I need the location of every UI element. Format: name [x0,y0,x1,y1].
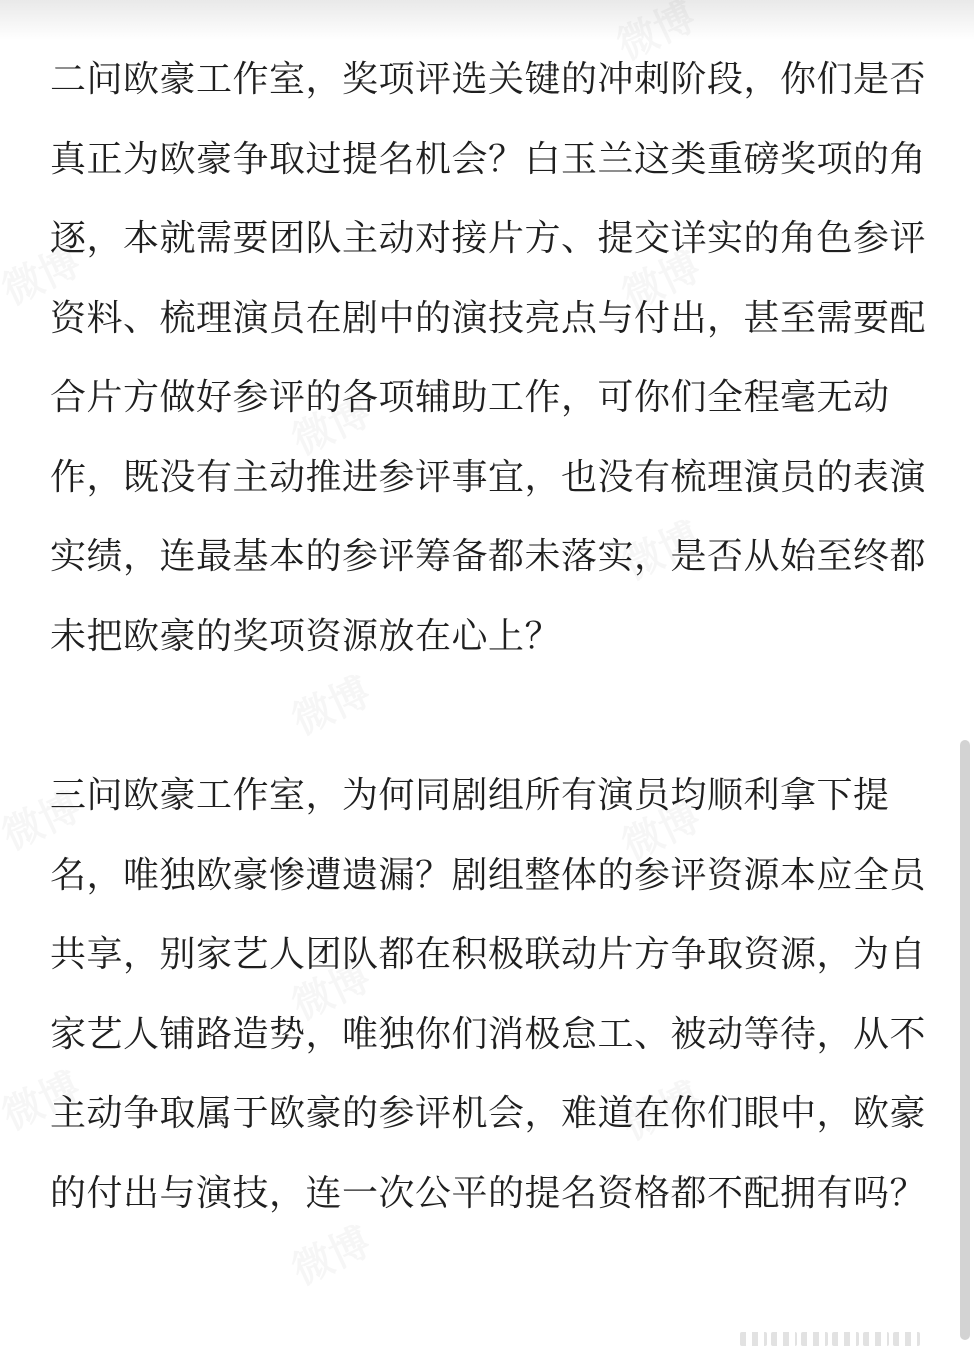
article-body [50,40,930,1233]
vertical-scrollbar[interactable] [960,740,970,1340]
top-shadow [0,0,974,40]
paragraph-third-question: 三问欧豪工作室，为何同剧组所有演员均顺利拿下提名，唯独欧豪惨遭遗漏？剧组整体的参评资源本应全员共享，别家艺人团队都在积极联动片方争取资源，为自家艺人铺路造势，唯独你们消极怠工、被动等待，从不主动争取属于欧豪的参评机会，难道在你们眼中，欧豪的付出与演技，连一次公平的提名资格都不配拥有吗？ [50,775,927,1214]
paragraph-second-question: 二问欧豪工作室，奖项评选关键的冲刺阶段，你们是否真正为欧豪争取过提名机会？白玉兰这类重磅奖项的角逐，本就需要团队主动对接片方、提交详实的角色参评资料、梳理演员在剧中的演技亮点与付出，甚至需要配合片方做好参评的各项辅助工作，可你们全程毫无动作，既没有主动推进参评事宜，也没有梳理演员的表演实绩，连最基本的参评筹备都未落实，是否从始至终都未把欧豪的奖项资源放在心上？ [50,59,927,657]
bottom-fade-indicator [740,1332,920,1346]
